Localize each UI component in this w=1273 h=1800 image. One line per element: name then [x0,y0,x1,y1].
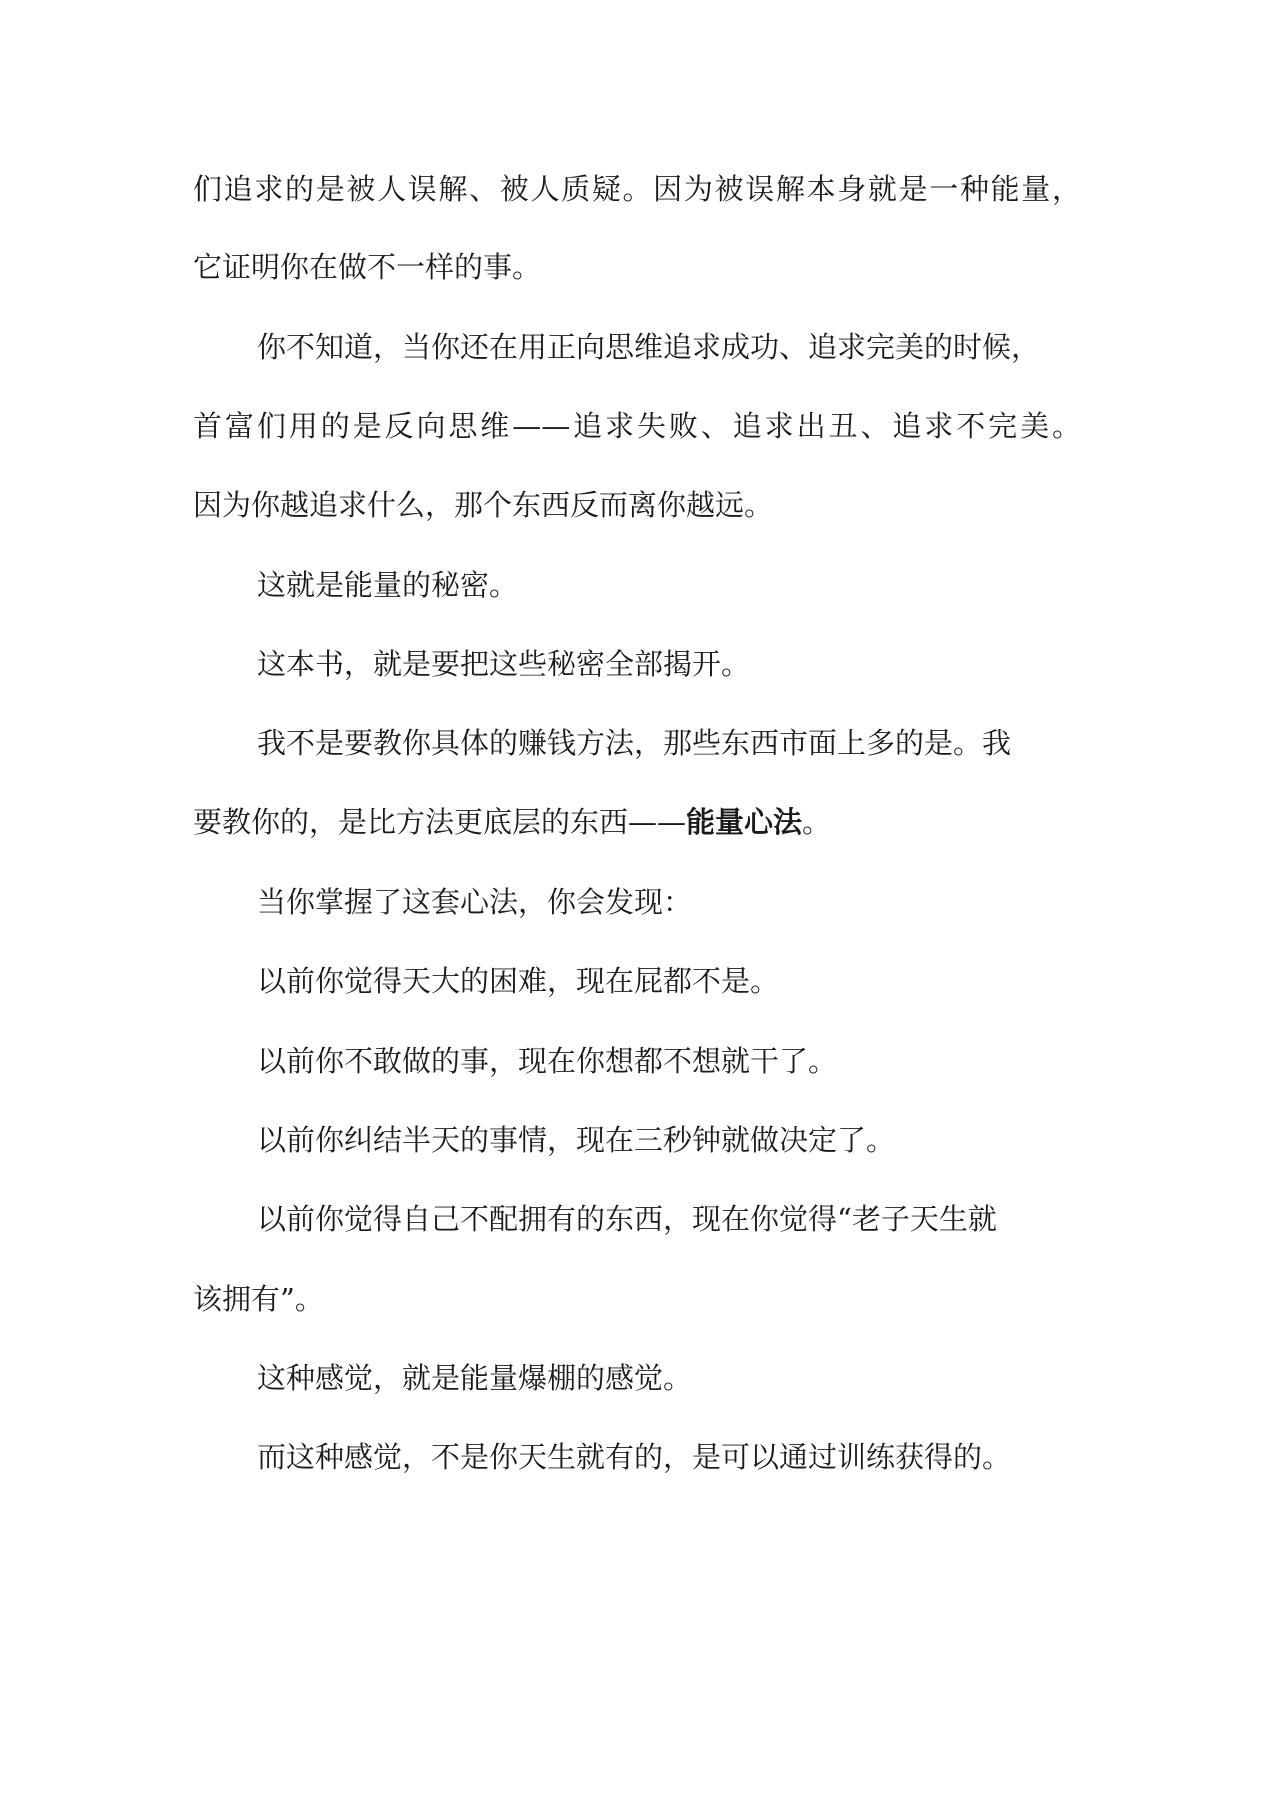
paragraph-first-line [193,560,1093,610]
paragraph-first-line [193,877,1093,927]
paragraph-first-line [193,1036,1093,1086]
text-line [193,401,1081,451]
paragraph-first-line [193,1353,1093,1403]
text-line [193,164,1081,214]
text-line-content: 我不是要教你具体的赚钱方法，那些东西市面上多的是。我 [257,726,1012,760]
paragraph-first-line [193,322,1093,372]
paragraph-first-line [193,1432,1093,1482]
text-line [193,480,1093,530]
paragraph-first-line [193,956,1093,1006]
paragraph-first-line [193,639,1093,689]
paragraph-first-line [193,1194,1093,1244]
text-line-content: 而这种感觉，不是你天生就有的，是可以通过训练获得的。 [257,1440,1012,1474]
text-line [193,242,1093,292]
text-line [193,797,1093,847]
text-line-content: 当你掌握了这套心法，你会发现： [257,885,693,919]
text-line-content: 以前你纠结半天的事情，现在三秒钟就做决定了。 [257,1123,896,1157]
text-line-content: 该拥有”。 [193,1282,324,1316]
text-line-content: 这种感觉，就是能量爆棚的感觉。 [257,1361,693,1395]
text-line-content: 这就是能量的秘密。 [257,568,519,602]
bold-emphasis-text: 能量心法 [686,805,803,839]
text-line-content: 以前你觉得天大的困难，现在屁都不是。 [257,964,780,998]
paragraph-first-line [193,718,1093,768]
text-line-content: 它证明你在做不一样的事。 [193,250,542,284]
text-line-content: 们追求的是被人误解、被人质疑。因为被误解本身就是一种能量， [193,172,1081,206]
text-line-content: 以前你觉得自己不配拥有的东西，现在你觉得“老子天生就 [257,1202,997,1236]
text-line-content: 这本书，就是要把这些秘密全部揭开。 [257,647,751,681]
text-line-content: 你不知道，当你还在用正向思维追求成功、追求完美的时候， [257,330,1041,364]
text-line-content: 以前你不敢做的事，现在你想都不想就干了。 [257,1044,838,1078]
text-line-content: 首富们用的是反向思维——追求失败、追求出丑、追求不完美。 [193,409,1081,443]
text-line-content: 。 [802,805,832,839]
paragraph-first-line [193,1115,1093,1165]
text-line-content: 因为你越追求什么，那个东西反而离你越远。 [193,488,774,522]
document-body [193,164,1093,1482]
text-line [193,1274,1093,1324]
text-line-content: 要教你的，是比方法更底层的东西—— [193,805,687,839]
